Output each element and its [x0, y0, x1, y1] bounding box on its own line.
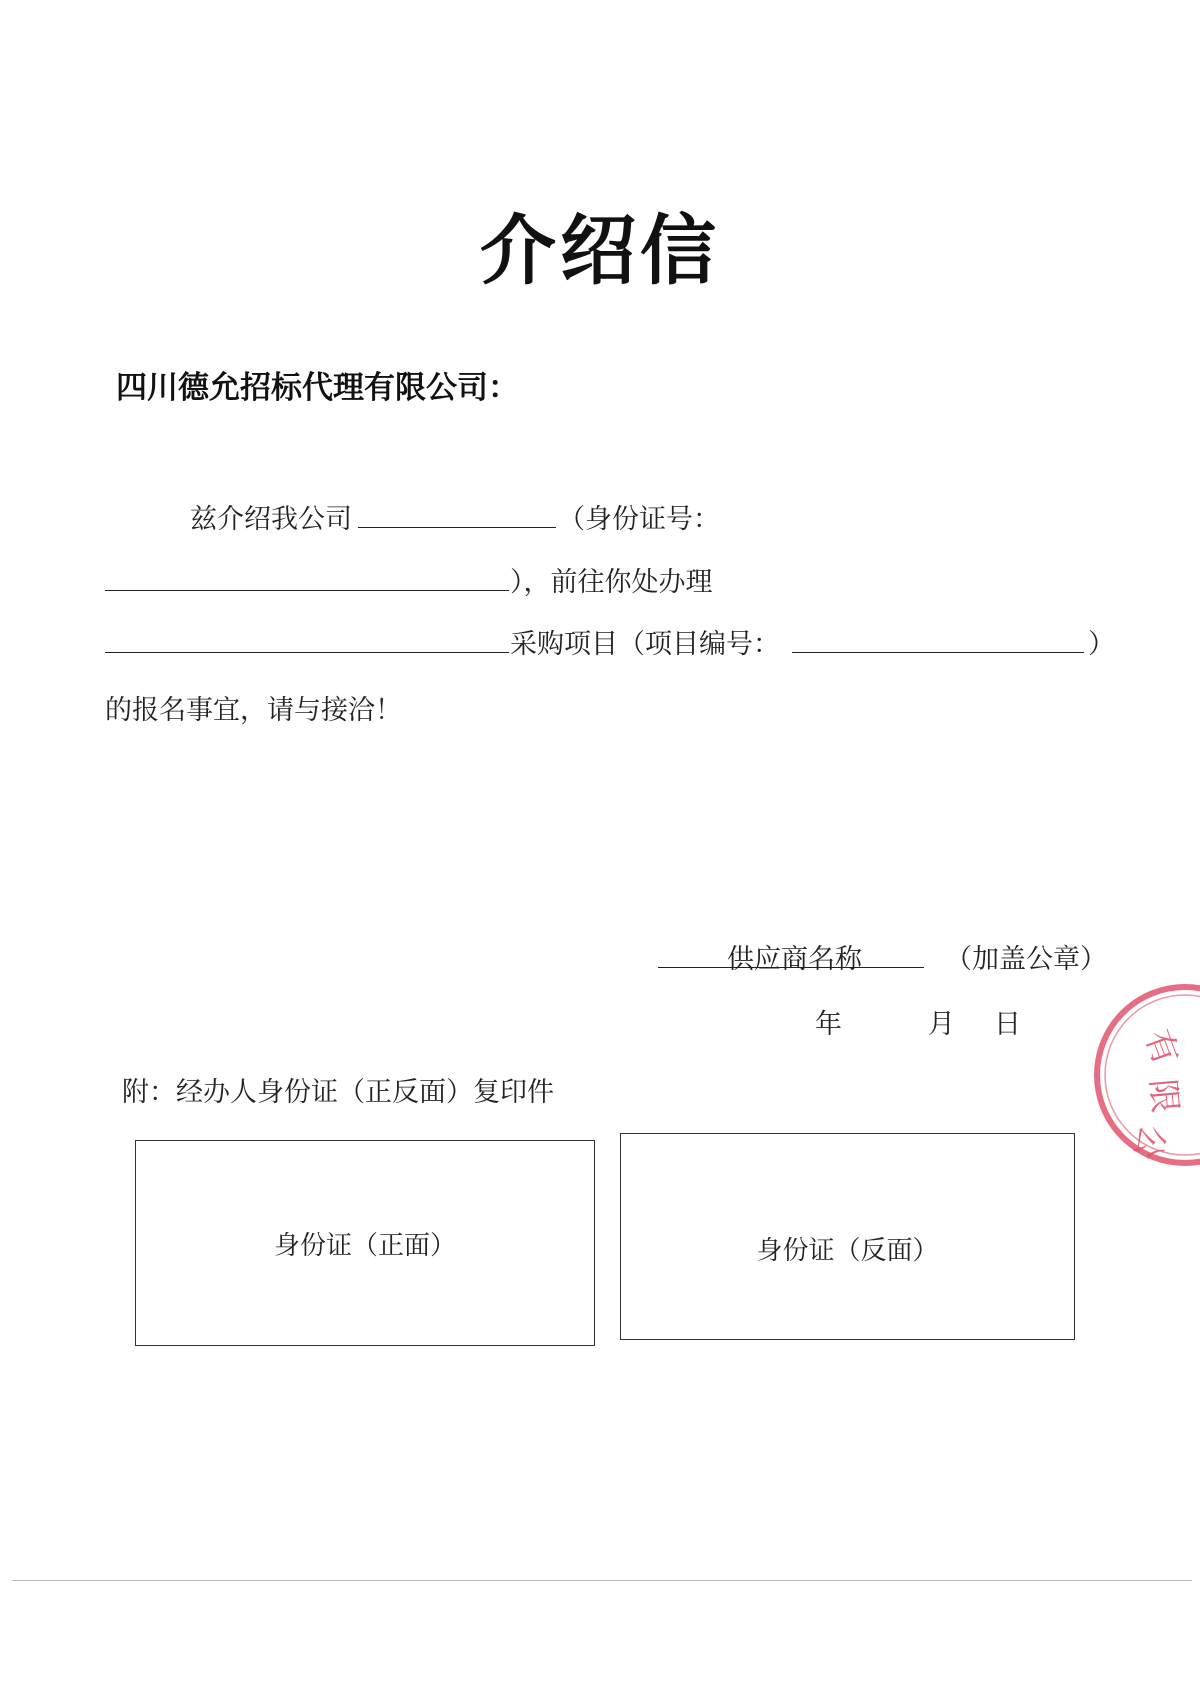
- date-month-label: 月: [928, 1009, 955, 1040]
- registration-text: 的报名事宜，请与接洽！: [105, 695, 402, 726]
- svg-text:限: 限: [1142, 1077, 1185, 1115]
- proceed-text: ），前往你处办理: [510, 567, 713, 598]
- project-number-prefix: 采购项目（项目编号：: [510, 629, 780, 660]
- company-seal-icon: [1085, 975, 1200, 1175]
- project-number-blank[interactable]: [792, 652, 1084, 653]
- svg-text:公: 公: [1125, 1120, 1173, 1164]
- document-title: 介绍信: [480, 206, 720, 295]
- svg-text:有: 有: [1136, 1024, 1186, 1071]
- id-number-prefix: （身份证号：: [558, 504, 720, 535]
- id-card-back-box[interactable]: [620, 1133, 1075, 1340]
- recipient-line: 四川德允招标代理有限公司：: [116, 370, 519, 406]
- supplier-name-label: 供应商名称: [727, 944, 862, 975]
- page-bottom-rule: [12, 1580, 1192, 1581]
- date-day-label: 日: [994, 1009, 1021, 1040]
- attachment-note: 附：经办人身份证（正反面）复印件: [122, 1077, 554, 1108]
- id-number-blank[interactable]: [105, 590, 509, 591]
- representative-name-blank[interactable]: [358, 527, 556, 528]
- project-name-blank[interactable]: [105, 652, 509, 653]
- id-card-front-box[interactable]: [135, 1140, 595, 1346]
- intro-prefix: 兹介绍我公司: [190, 504, 352, 535]
- stamp-note: （加盖公章）: [945, 944, 1107, 975]
- id-card-front-label: 身份证（正面）: [273, 1231, 456, 1261]
- date-year-label: 年: [815, 1009, 842, 1040]
- id-card-back-label: 身份证（反面）: [756, 1236, 939, 1266]
- project-number-close: ）: [1088, 629, 1115, 660]
